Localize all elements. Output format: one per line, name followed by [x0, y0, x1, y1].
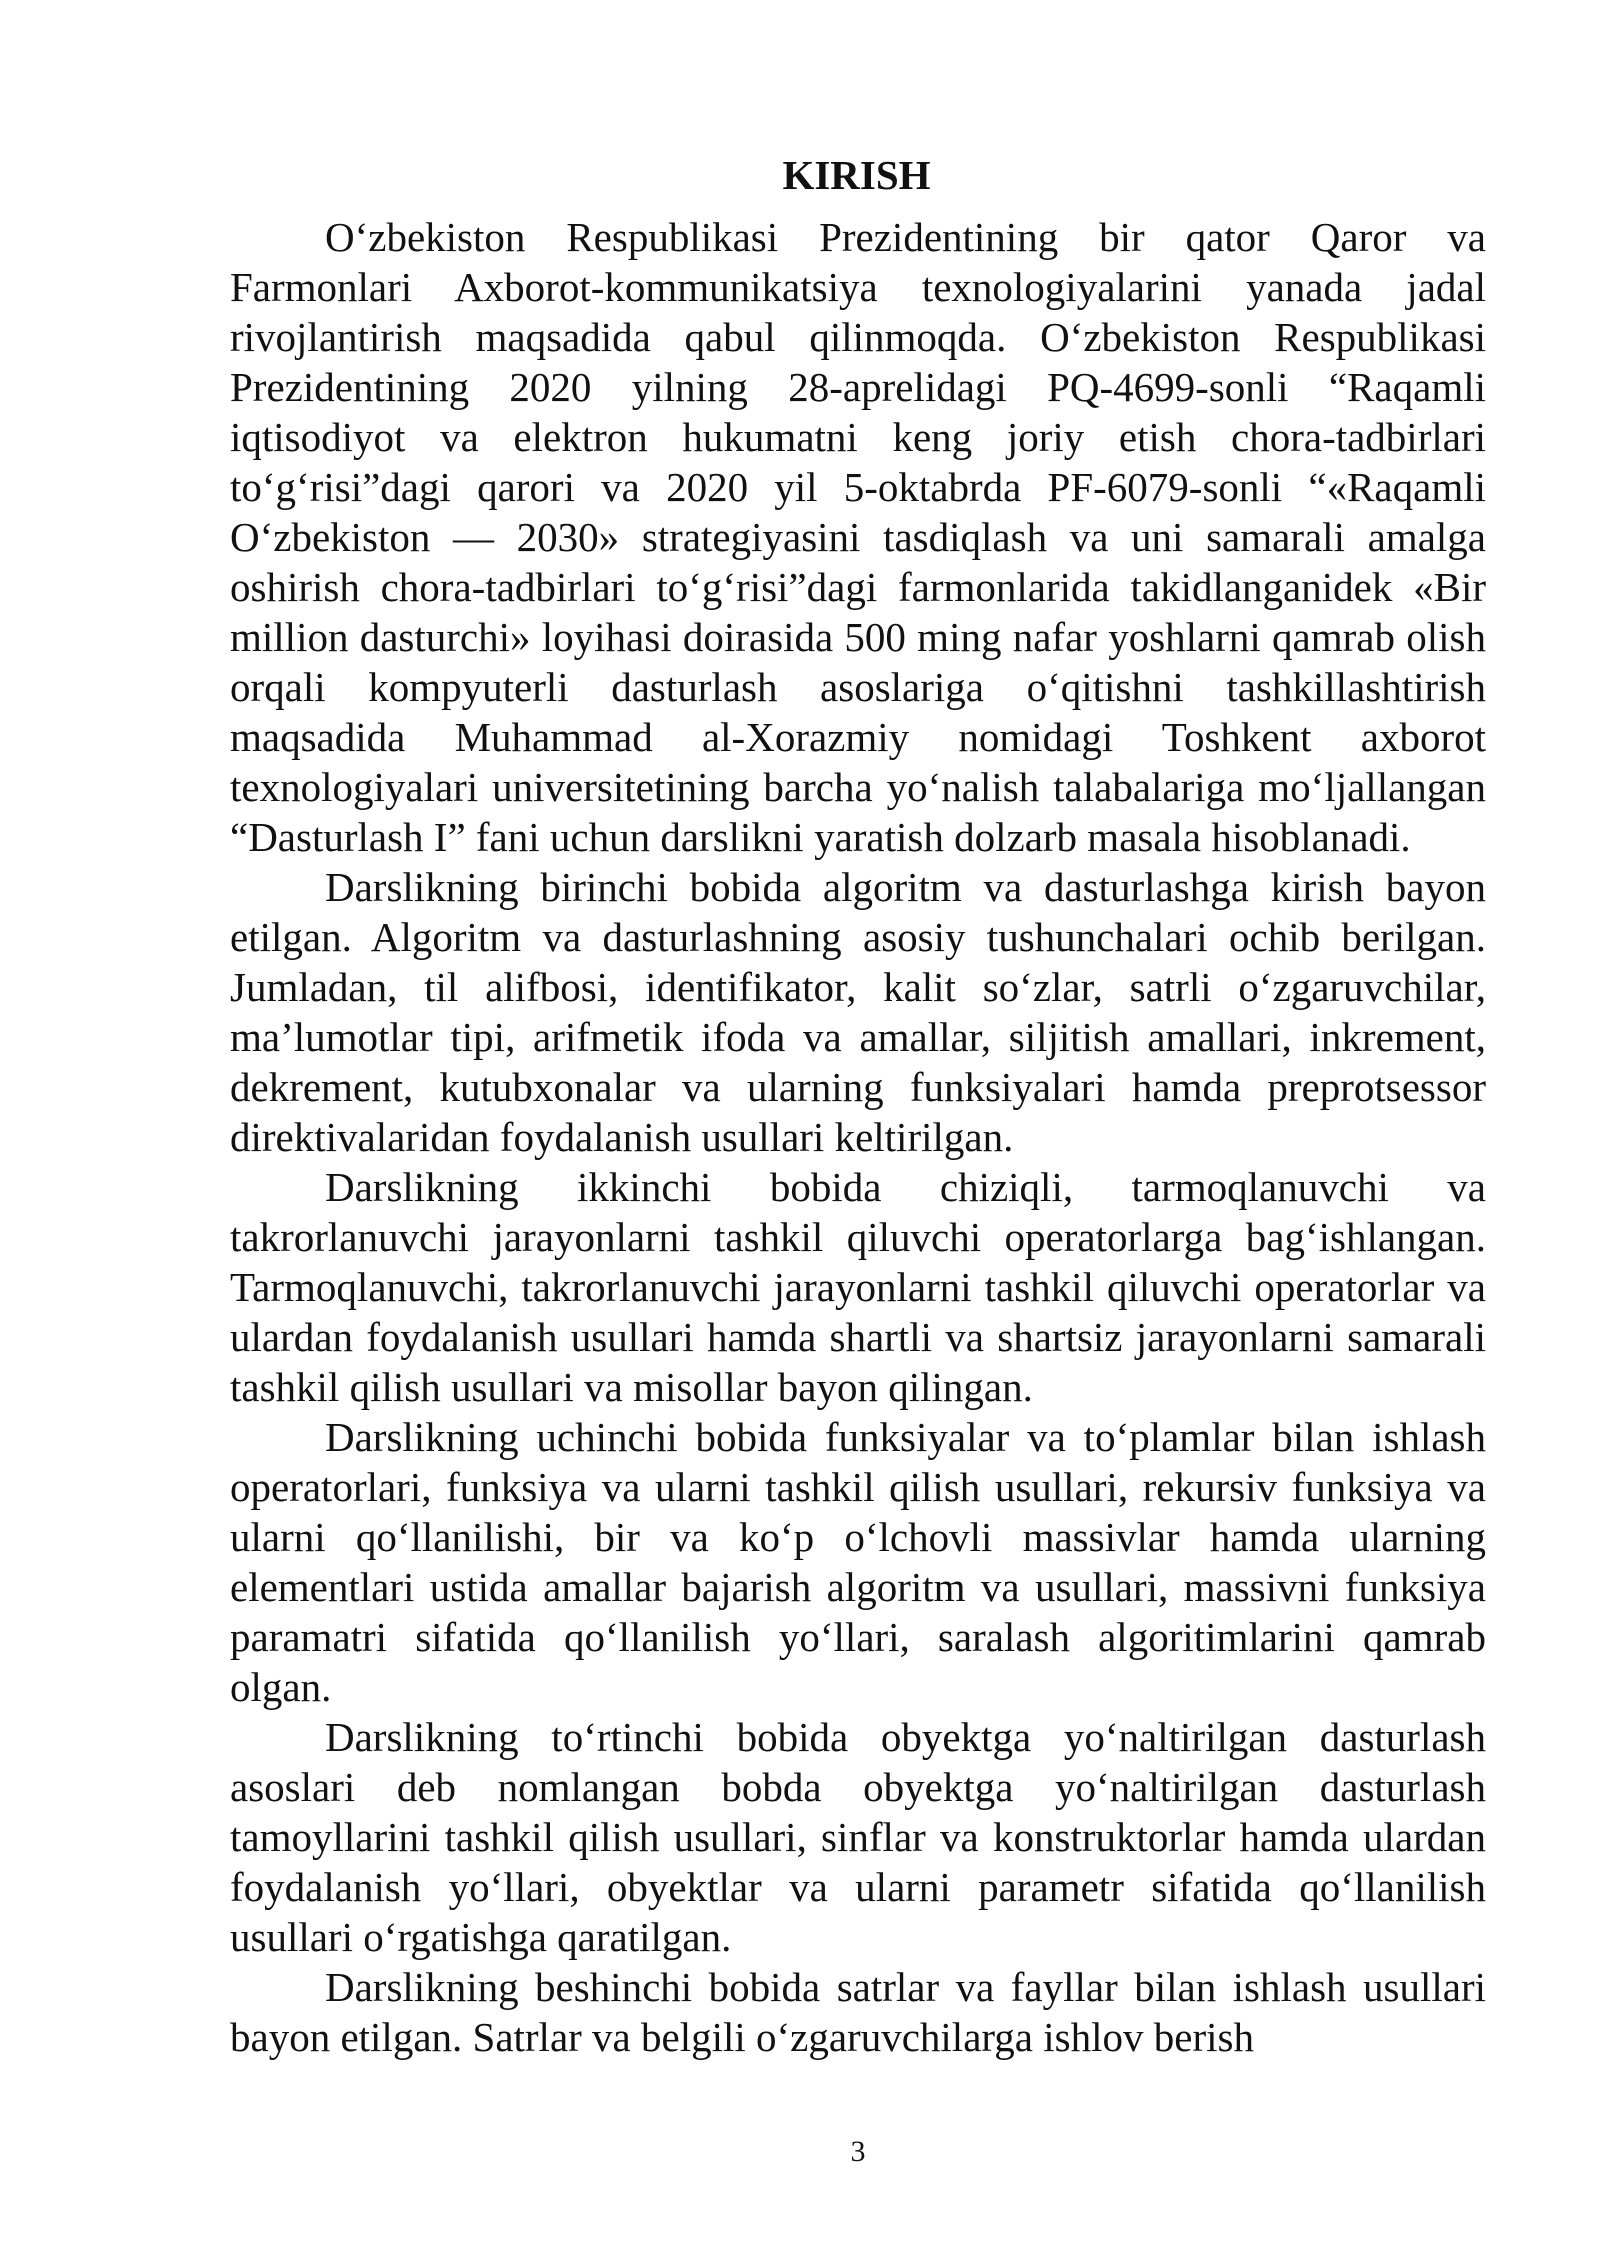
paragraph-chapter-5: Darslikning beshinchi bobida satrlar va fayllar bilan ishlash usullari bayon etilgan. Satrlar va belgili o‘zgaruvchilarga ishlov berish: [230, 1964, 1486, 2060]
paragraph-introduction: O‘zbekiston Respublikasi Prezidentining bir qator Qaror va Farmonlari Axborot-kommunikatsiya texnologiyalarini yanada jadal rivojlantirish maqsadida qabul qilinmoqda. O‘zbekiston Respublikasi Prezidentining 2020 yilning 28-aprelidagi PQ-4699-sonli “Raqamli iqtisodiyot va elektron hukumatni keng joriy etish chora-tadbirlari to‘g‘risi”dagi qarori va 2020 yil 5-oktabrda PF-6079-sonli “«Raqamli O‘zbekiston — 2030» strategiyasini tasdiqlash va uni samarali amalga oshirish chora-tadbirlari to‘g‘risi”dagi farmonlarida takidlanganidek «Bir million dasturchi» loyihasi doirasida 500 ming nafar yoshlarni qamrab olish orqali kompyuterli dasturlash asoslariga o‘qitishni tashkillashtirish maqsadida Muhammad al-Xorazmiy nomidagi Toshkent axborot texnologiyalari universitetining barcha yo‘nalish talabalariga mo‘ljallangan “Dasturlash I” fani uchun darslikni yaratish dolzarb masala hisoblanadi.: [230, 214, 1486, 860]
paragraph-chapter-2: Darslikning ikkinchi bobida chiziqli, tarmoqlanuvchi va takrorlanuvchi jarayonlarni tashkil qiluvchi operatorlarga bag‘ishlangan. Tarmoqlanuvchi, takrorlanuvchi jarayonlarni tashkil qiluvchi operatorlar va ulardan foydalanish usullari hamda shartli va shartsiz jarayonlarni samarali tashkil qilish usullari va misollar bayon qilingan.: [230, 1164, 1486, 1410]
paragraph-chapter-4: Darslikning to‘rtinchi bobida obyektga yo‘naltirilgan dasturlash asoslari deb nomlangan bobda obyektga yo‘naltirilgan dasturlash tamoyllarini tashkil qilish usullari, sinflar va konstruktorlar hamda ulardan foydalanish yo‘llari, obyektlar va ularni parametr sifatida qo‘llanilish usullari o‘rgatishga qaratilgan.: [230, 1714, 1486, 1960]
paragraph-chapter-1: Darslikning birinchi bobida algoritm va dasturlashga kirish bayon etilgan. Algoritm va dasturlashning asosiy tushunchalari ochib berilgan. Jumladan, til alifbosi, identifikator, kalit so‘zlar, satrli o‘zgaruvchilar, ma’lumotlar tipi, arifmetik ifoda va amallar, siljitish amallari, inkrement, dekrement, kutubxonalar va ularning funksiyalari hamda preprotsessor direktivalaridan foydalanish usullari keltirilgan.: [230, 864, 1486, 1160]
body-text: [230, 212, 1486, 2062]
paragraph-chapter-3: Darslikning uchinchi bobida funksiyalar va to‘plamlar bilan ishlash operatorlari, funksiya va ularni tashkil qilish usullari, rekursiv funksiya va ularni qo‘llanilishi, bir va ko‘p o‘lchovli massivlar hamda ularning elementlari ustida amallar bajarish algoritm va usullari, massivni funksiya paramatri sifatida qo‘llanilish yo‘llari, saralash algoritimlarini qamrab olgan.: [230, 1414, 1486, 1710]
page-number: 3: [850, 2135, 866, 2168]
section-title: KIRISH: [782, 152, 931, 198]
